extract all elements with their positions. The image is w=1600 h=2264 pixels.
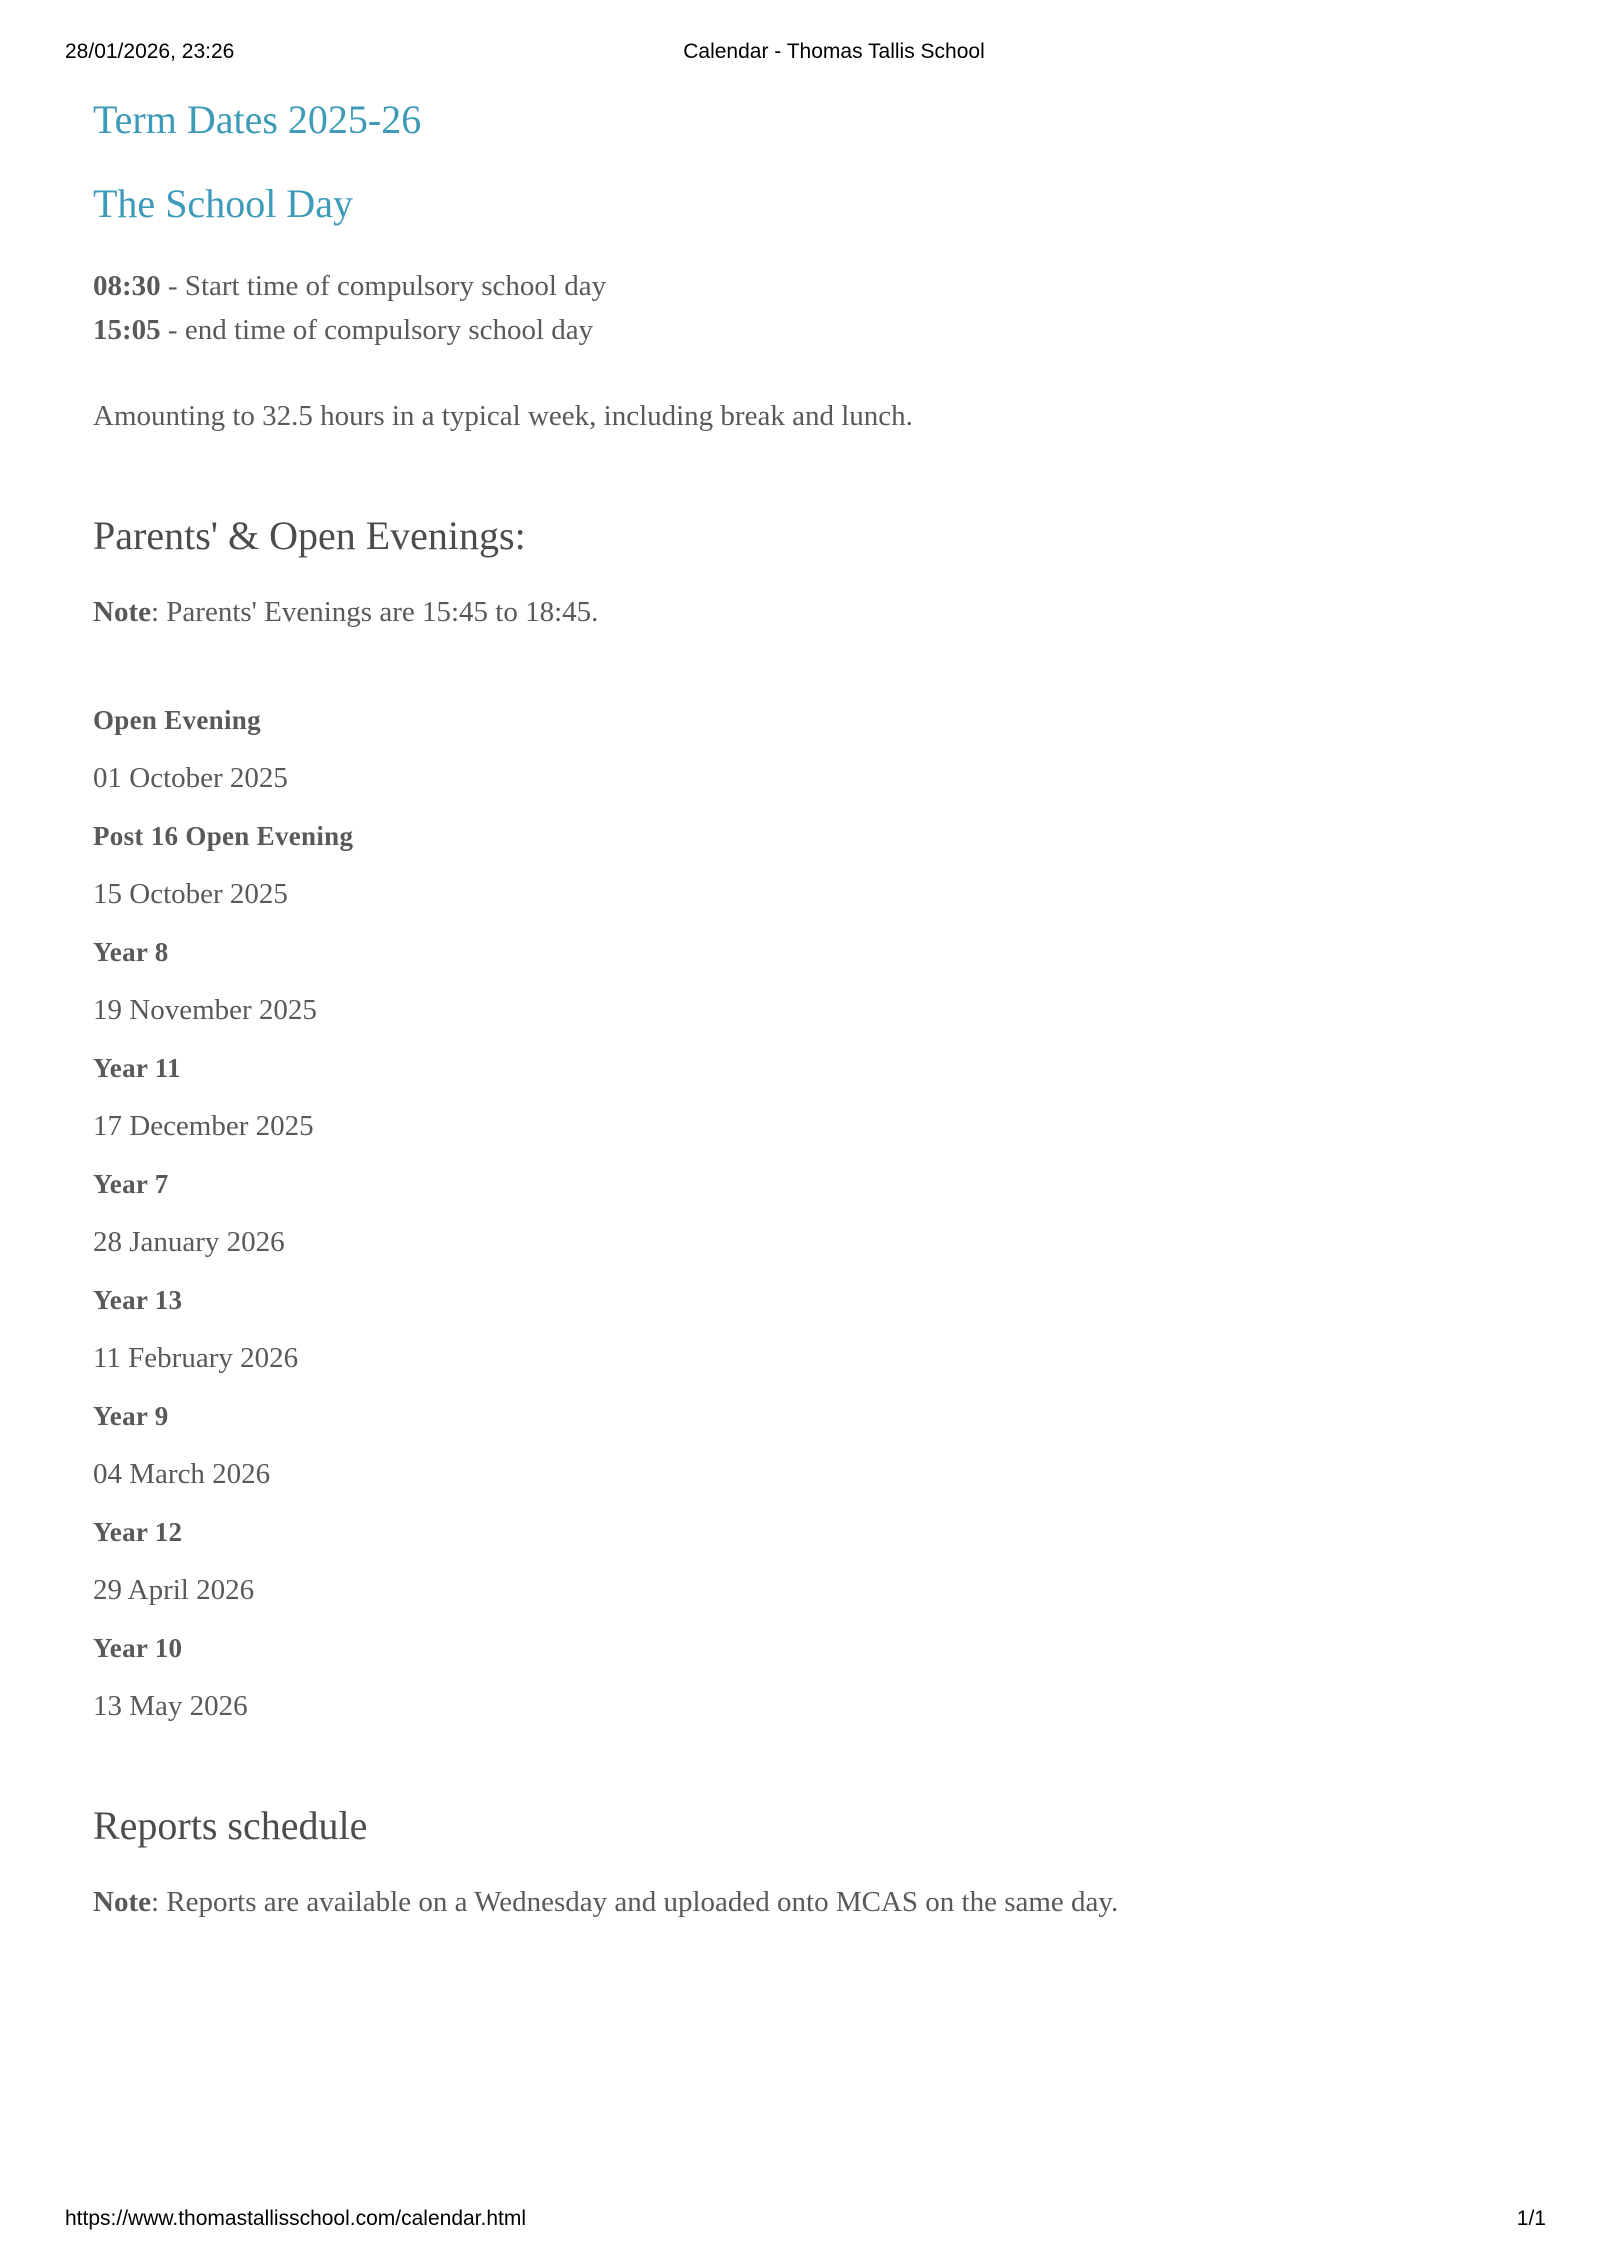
event-name: Year 12	[93, 1517, 183, 1547]
event-name: Year 9	[93, 1401, 169, 1431]
parents-evenings-note	[93, 590, 1493, 634]
parents-evenings-heading: Parents' & Open Evenings:	[93, 513, 526, 558]
event-date: 19 November 2025	[93, 994, 317, 1026]
reports-note	[93, 1880, 1493, 1924]
event-date: 29 April 2026	[93, 1574, 255, 1606]
print-page-number: 1/1	[1516, 2207, 1546, 2230]
event-name: Post 16 Open Evening	[93, 821, 354, 851]
list-item	[93, 1396, 1493, 1494]
start-time-line	[93, 264, 1493, 308]
event-date: 01 October 2025	[93, 762, 288, 794]
start-time-text: - Start time of compulsory school day	[160, 270, 607, 302]
list-item	[93, 932, 1493, 1030]
start-time: 08:30	[93, 270, 161, 302]
event-name: Year 11	[93, 1053, 181, 1083]
end-time-line	[93, 308, 1493, 352]
event-date: 17 December 2025	[93, 1110, 314, 1142]
note-label: Note	[93, 1886, 151, 1918]
main-content	[93, 90, 1493, 1924]
list-item	[93, 1164, 1493, 1262]
list-item	[93, 1512, 1493, 1610]
list-item	[93, 1048, 1493, 1146]
event-date: 15 October 2025	[93, 878, 288, 910]
event-name: Year 13	[93, 1285, 183, 1315]
reports-schedule-heading: Reports schedule	[93, 1803, 368, 1848]
print-footer	[0, 2207, 1600, 2237]
event-date: 28 January 2026	[93, 1226, 285, 1258]
end-time-text: - end time of compulsory school day	[160, 314, 594, 346]
print-datetime: 28/01/2026, 23:26	[65, 40, 235, 63]
end-time: 15:05	[93, 314, 161, 346]
note-text: : Reports are available on a Wednesday and uploaded onto MCAS on the same day.	[150, 1886, 1119, 1918]
event-date: 11 February 2026	[93, 1342, 299, 1374]
print-header	[0, 40, 1600, 70]
event-name: Year 7	[93, 1169, 169, 1199]
event-name: Open Evening	[93, 705, 261, 735]
note-label: Note	[93, 596, 151, 628]
event-name: Year 8	[93, 937, 169, 967]
list-item	[93, 700, 1493, 798]
event-date: 13 May 2026	[93, 1690, 248, 1722]
print-page-title: Calendar - Thomas Tallis School	[683, 40, 985, 63]
event-date: 04 March 2026	[93, 1458, 271, 1490]
term-dates-link[interactable]: Term Dates 2025-26	[93, 97, 422, 142]
print-url: https://www.thomastallisschool.com/calendar.html	[65, 2207, 527, 2230]
event-name: Year 10	[93, 1633, 183, 1663]
school-day-times	[93, 264, 1493, 352]
school-day-heading: The School Day	[93, 181, 353, 226]
list-item	[93, 1280, 1493, 1378]
note-text: : Parents' Evenings are 15:45 to 18:45.	[150, 596, 599, 628]
list-item	[93, 1628, 1493, 1726]
list-item	[93, 816, 1493, 914]
weekly-hours-text: Amounting to 32.5 hours in a typical week, including break and lunch.	[93, 400, 913, 432]
events-list	[93, 700, 1493, 1726]
